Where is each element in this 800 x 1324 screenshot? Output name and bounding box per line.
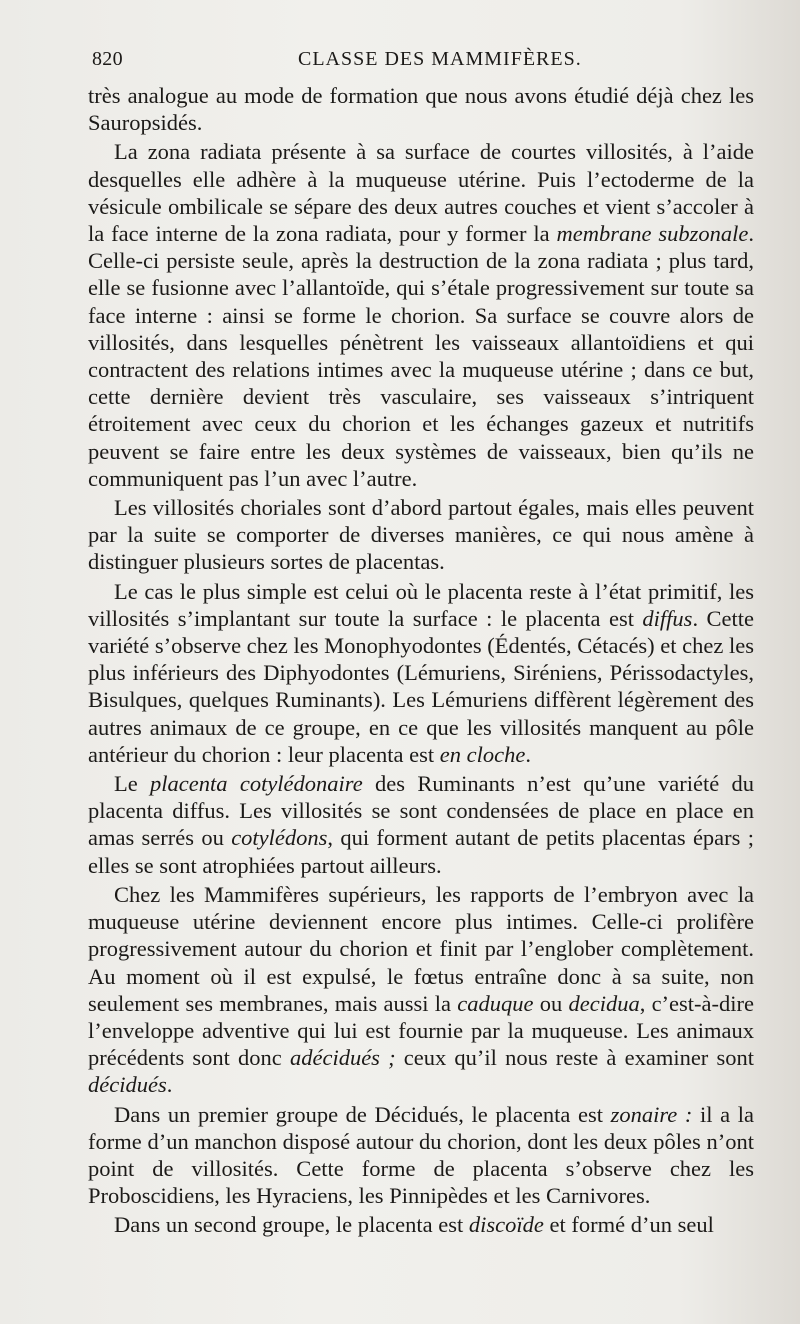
italic-term: placenta cotylédonaire	[150, 771, 363, 797]
italic-term: cotylédons	[231, 825, 328, 851]
text-run: il a la forme d’un manchon disposé autour du chorion, dont les deux pôles n’ont point de villosités. Cette forme de placenta s’observe chez les Proboscidiens, les Hyraciens, les Pinnipèdes et les Carnivores.	[88, 1101, 754, 1209]
italic-term: en cloche	[439, 741, 526, 767]
paragraph	[88, 881, 754, 1099]
italic-term: decidua	[568, 990, 640, 1016]
italic-term: adécidués ;	[289, 1045, 396, 1071]
text-run: La zona radiata présente à sa surface de courtes villosités, à l’aide desquelles elle adhère à la muqueuse utérine. Puis l’ectoderme de la vésicule ombilicale se sépare des deux autres couches et vient s’accoler à la face interne de la zona radiata, pour y former la	[88, 139, 754, 247]
italic-term: diffus	[642, 605, 693, 631]
text-run: .	[166, 1072, 173, 1098]
text-run: et formé d’un seul	[543, 1212, 714, 1238]
italic-term: zonaire :	[610, 1101, 693, 1127]
text-run: , c’est-à-dire l’enveloppe adventive qui lui est fournie par la muqueuse. Les animaux précédents sont donc	[88, 990, 754, 1071]
text-run: très analogue au mode de formation que nous avons étudié déjà chez les Sauropsidés.	[88, 83, 754, 136]
paragraph	[88, 1101, 754, 1210]
text-run: .	[525, 741, 531, 767]
text-run: Le	[114, 771, 151, 797]
paragraph	[88, 578, 754, 768]
italic-term: caduque	[457, 990, 534, 1016]
paragraph	[88, 770, 754, 879]
paragraph	[88, 1211, 754, 1238]
paragraph	[88, 138, 754, 492]
text-run: des Ruminants n’est qu’une variété du placenta diffus. Les villosités se sont condensées de place en place en amas serrés ou	[88, 771, 754, 851]
text-run: ceux qu’il nous reste à examiner sont	[395, 1045, 754, 1071]
italic-term: décidués	[88, 1072, 167, 1098]
page-number: 820	[92, 48, 123, 70]
text-run: . Celle-ci persiste seule, après la destruction de la zona radiata ; plus tard, elle se fusionne avec l’allantoïde, qui s’étale progressivement sur toute sa face interne : ainsi se forme le chorion. Sa surface se couvre alors de villosités, dans lesquelles pénètrent les vaisseaux allantoïdiens et qui contractent des relations intimes avec la muqueuse utérine ; dans ce but, cette dernière devient très vasculaire, ses vaisseaux s’intriquent étroitement avec ceux du chorion et les échanges gazeux et nutritifs peuvent se faire entre les deux systèmes de vaisseaux, bien qu’ils ne communiquent pas l’un avec l’autre.	[88, 221, 754, 491]
page-header	[92, 48, 754, 78]
text-run: . Cette variété s’observe chez les Monophyodontes (Édentés, Cétacés) et chez les plus inférieurs des Diphyodontes (Lémuriens, Siréniens, Périssodactyles, Bisulques, quelques Ruminants). Les Lémuriens diffèrent légèrement des autres animaux de ce groupe, en ce que les villosités manquent au pôle antérieur du chorion : leur placenta est	[88, 605, 755, 767]
italic-term: discoïde	[468, 1212, 544, 1238]
running-head: CLASSE DES MAMMIFÈRES.	[298, 48, 582, 70]
paragraph	[88, 82, 754, 136]
paragraph	[88, 494, 754, 576]
body-text	[88, 82, 754, 1239]
text-run: Les villosités choriales sont d’abord partout égales, mais elles peuvent par la suite se comporter de diverses manières, ce qui nous amène à distinguer plusieurs sortes de placentas.	[88, 495, 754, 575]
text-run: , qui forment autant de petits placentas épars ; elles se sont atrophiées partout ailleurs.	[88, 825, 754, 878]
text-run: ou	[533, 990, 569, 1016]
text-run: Dans un premier groupe de Décidués, le placenta est	[114, 1101, 611, 1127]
text-run: Dans un second groupe, le placenta est	[114, 1212, 469, 1238]
italic-term: membrane subzonale	[556, 221, 749, 247]
text-run: Chez les Mammifères supérieurs, les rapports de l’embryon avec la muqueuse utérine deviennent encore plus intimes. Celle-ci prolifère progressivement autour du chorion et finit par l’englober complètement. Au moment où il est expulsé, le fœtus entraîne donc à sa suite, non seulement ses membranes, mais aussi la	[88, 881, 754, 1016]
text-run: Le cas le plus simple est celui où le placenta reste à l’état primitif, les villosités s’implantant sur toute la surface : le placenta est	[88, 578, 754, 631]
